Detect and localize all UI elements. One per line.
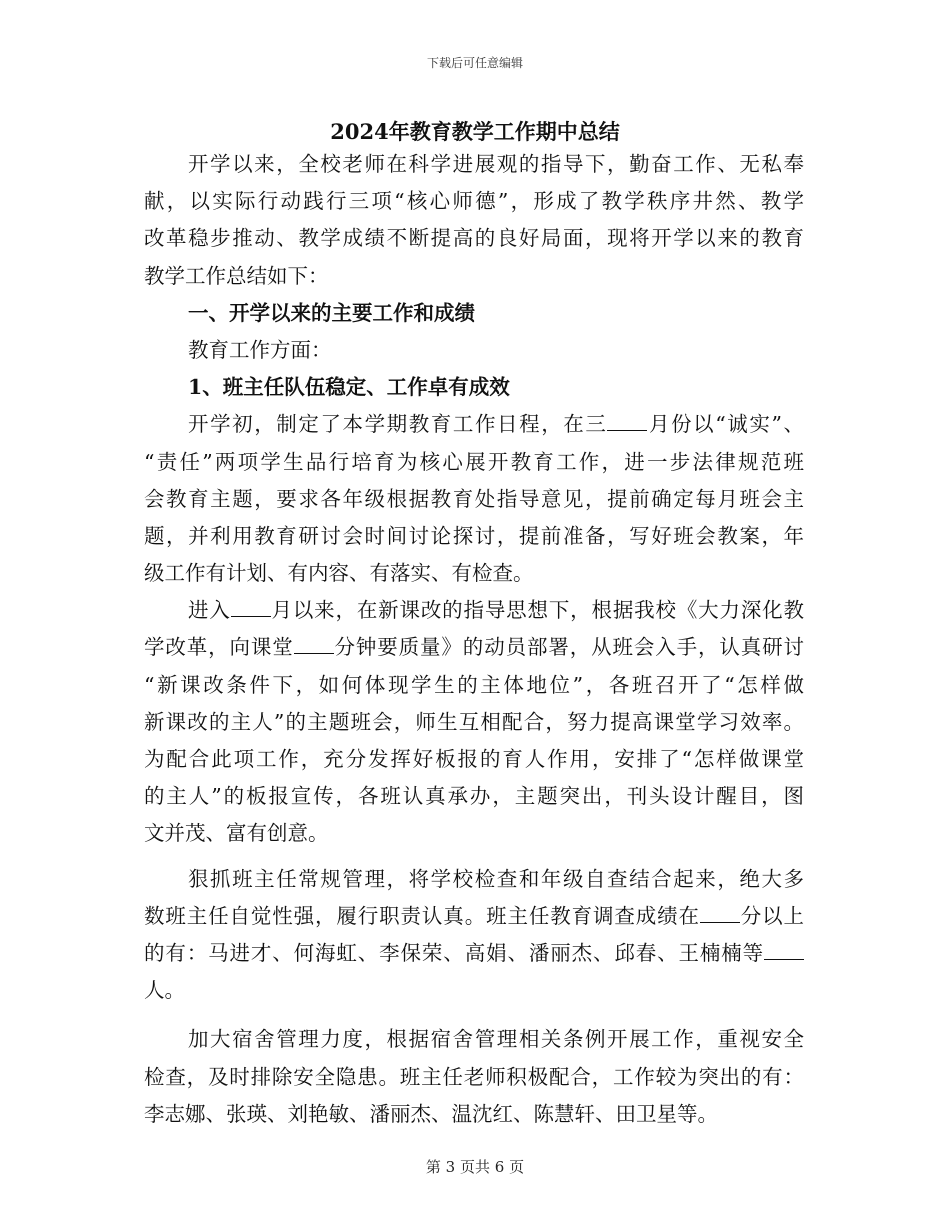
text-line: 会教育主题，要求各年级根据教育处指导意见，提前确定每月班会主 xyxy=(144,486,804,511)
text-line: 人。 xyxy=(144,978,185,1003)
fill-blank xyxy=(231,600,271,617)
text-line: 文并茂、富有创意。 xyxy=(144,821,329,846)
text-segment: 开学初，制定了本学期教育工作日程，在三 xyxy=(188,412,608,437)
subsection-heading: 1、班主任队伍稳定、工作卓有成效 xyxy=(188,375,510,400)
text-line: 检查，及时排除安全隐患。班主任老师积极配合，工作较为突出的有： xyxy=(144,1064,804,1089)
text-line: 题，并利用教育研讨会时间讨论探讨，提前准备，写好班会教案，年 xyxy=(144,523,804,548)
fill-blank xyxy=(700,906,740,923)
paragraph-4 xyxy=(144,1021,804,1133)
text-segment: 月以来，在新课改的指导思想下，根据我校《大力深化教 xyxy=(270,598,805,623)
section-heading: 一、开学以来的主要工作和成绩 xyxy=(188,300,475,325)
text-line xyxy=(144,592,804,629)
subsection-label: 教育工作方面： xyxy=(188,337,332,362)
text-segment: 学改革，向课堂 xyxy=(144,635,294,660)
text-line: 加大宿舍管理力度，根据宿舍管理相关条例开展工作，重视安全 xyxy=(188,1027,804,1052)
text-line xyxy=(144,898,804,935)
fill-blank xyxy=(764,943,804,960)
text-line: “责任”两项学生品行培育为核心展开教育工作，进一步法律规范班 xyxy=(144,449,804,474)
intro-paragraph xyxy=(144,146,804,295)
text-segment: 月份以“诚实”、 xyxy=(647,412,804,437)
text-segment: 分以上 xyxy=(739,903,805,928)
paragraph-3 xyxy=(144,861,804,1010)
document-title: 2024年教育教学工作期中总结 xyxy=(330,119,620,144)
text-line: 改革稳步推动、教学成绩不断提高的良好局面，现将开学以来的教育 xyxy=(144,226,804,251)
text-line xyxy=(144,406,804,443)
text-line: 教学工作总结如下： xyxy=(144,263,329,288)
text-line: 的主人”的板报宣传，各班认真承办，主题突出，刊头设计醒目，图 xyxy=(144,784,804,809)
text-line: 开学以来，全校老师在科学进展观的指导下，勤奋工作、无私奉 xyxy=(188,152,804,176)
text-segment: 的有：马进才、何海虹、李保荣、高娟、潘丽杰、邱春、王楠楠等 xyxy=(144,940,764,965)
spacer xyxy=(144,853,804,861)
text-line: 狠抓班主任常规管理，将学校检查和年级自查结合起来，绝大多 xyxy=(188,866,804,891)
text-segment: 进入 xyxy=(188,598,231,623)
paragraph-2 xyxy=(144,592,804,852)
text-line: 献，以实际行动践行三项“核心师德”，形成了教学秩序井然、教学 xyxy=(144,189,804,214)
text-line: “新课改条件下，如何体现学生的主体地位”，各班召开了“怎样做 xyxy=(144,672,804,697)
fill-blank xyxy=(294,637,334,654)
text-line xyxy=(144,629,804,666)
text-line: 为配合此项工作，充分发挥好板报的育人作用，安排了“怎样做课堂 xyxy=(144,747,804,771)
text-segment: 分钟要质量》的动员部署，从班会入手，认真研讨 xyxy=(333,635,804,660)
paragraph-1 xyxy=(144,406,804,592)
page-header: 下载后可任意编辑 xyxy=(426,56,523,70)
document-body xyxy=(144,146,804,1133)
fill-blank xyxy=(607,414,647,431)
text-line xyxy=(144,935,804,972)
text-line: 级工作有计划、有内容、有落实、有检查。 xyxy=(144,561,534,586)
text-segment: 数班主任自觉性强，履行职责认真。班主任教育调查成绩在 xyxy=(144,903,700,928)
spacer xyxy=(144,1009,804,1021)
text-line: 新课改的主人”的主题班会，师生互相配合，努力提高课堂学习效率。 xyxy=(144,709,804,734)
text-line: 李志娜、张瑛、刘艳敏、潘丽杰、温沈红、陈慧轩、田卫星等。 xyxy=(144,1101,718,1126)
page-footer: 第 3 页共 6 页 xyxy=(425,1158,525,1176)
